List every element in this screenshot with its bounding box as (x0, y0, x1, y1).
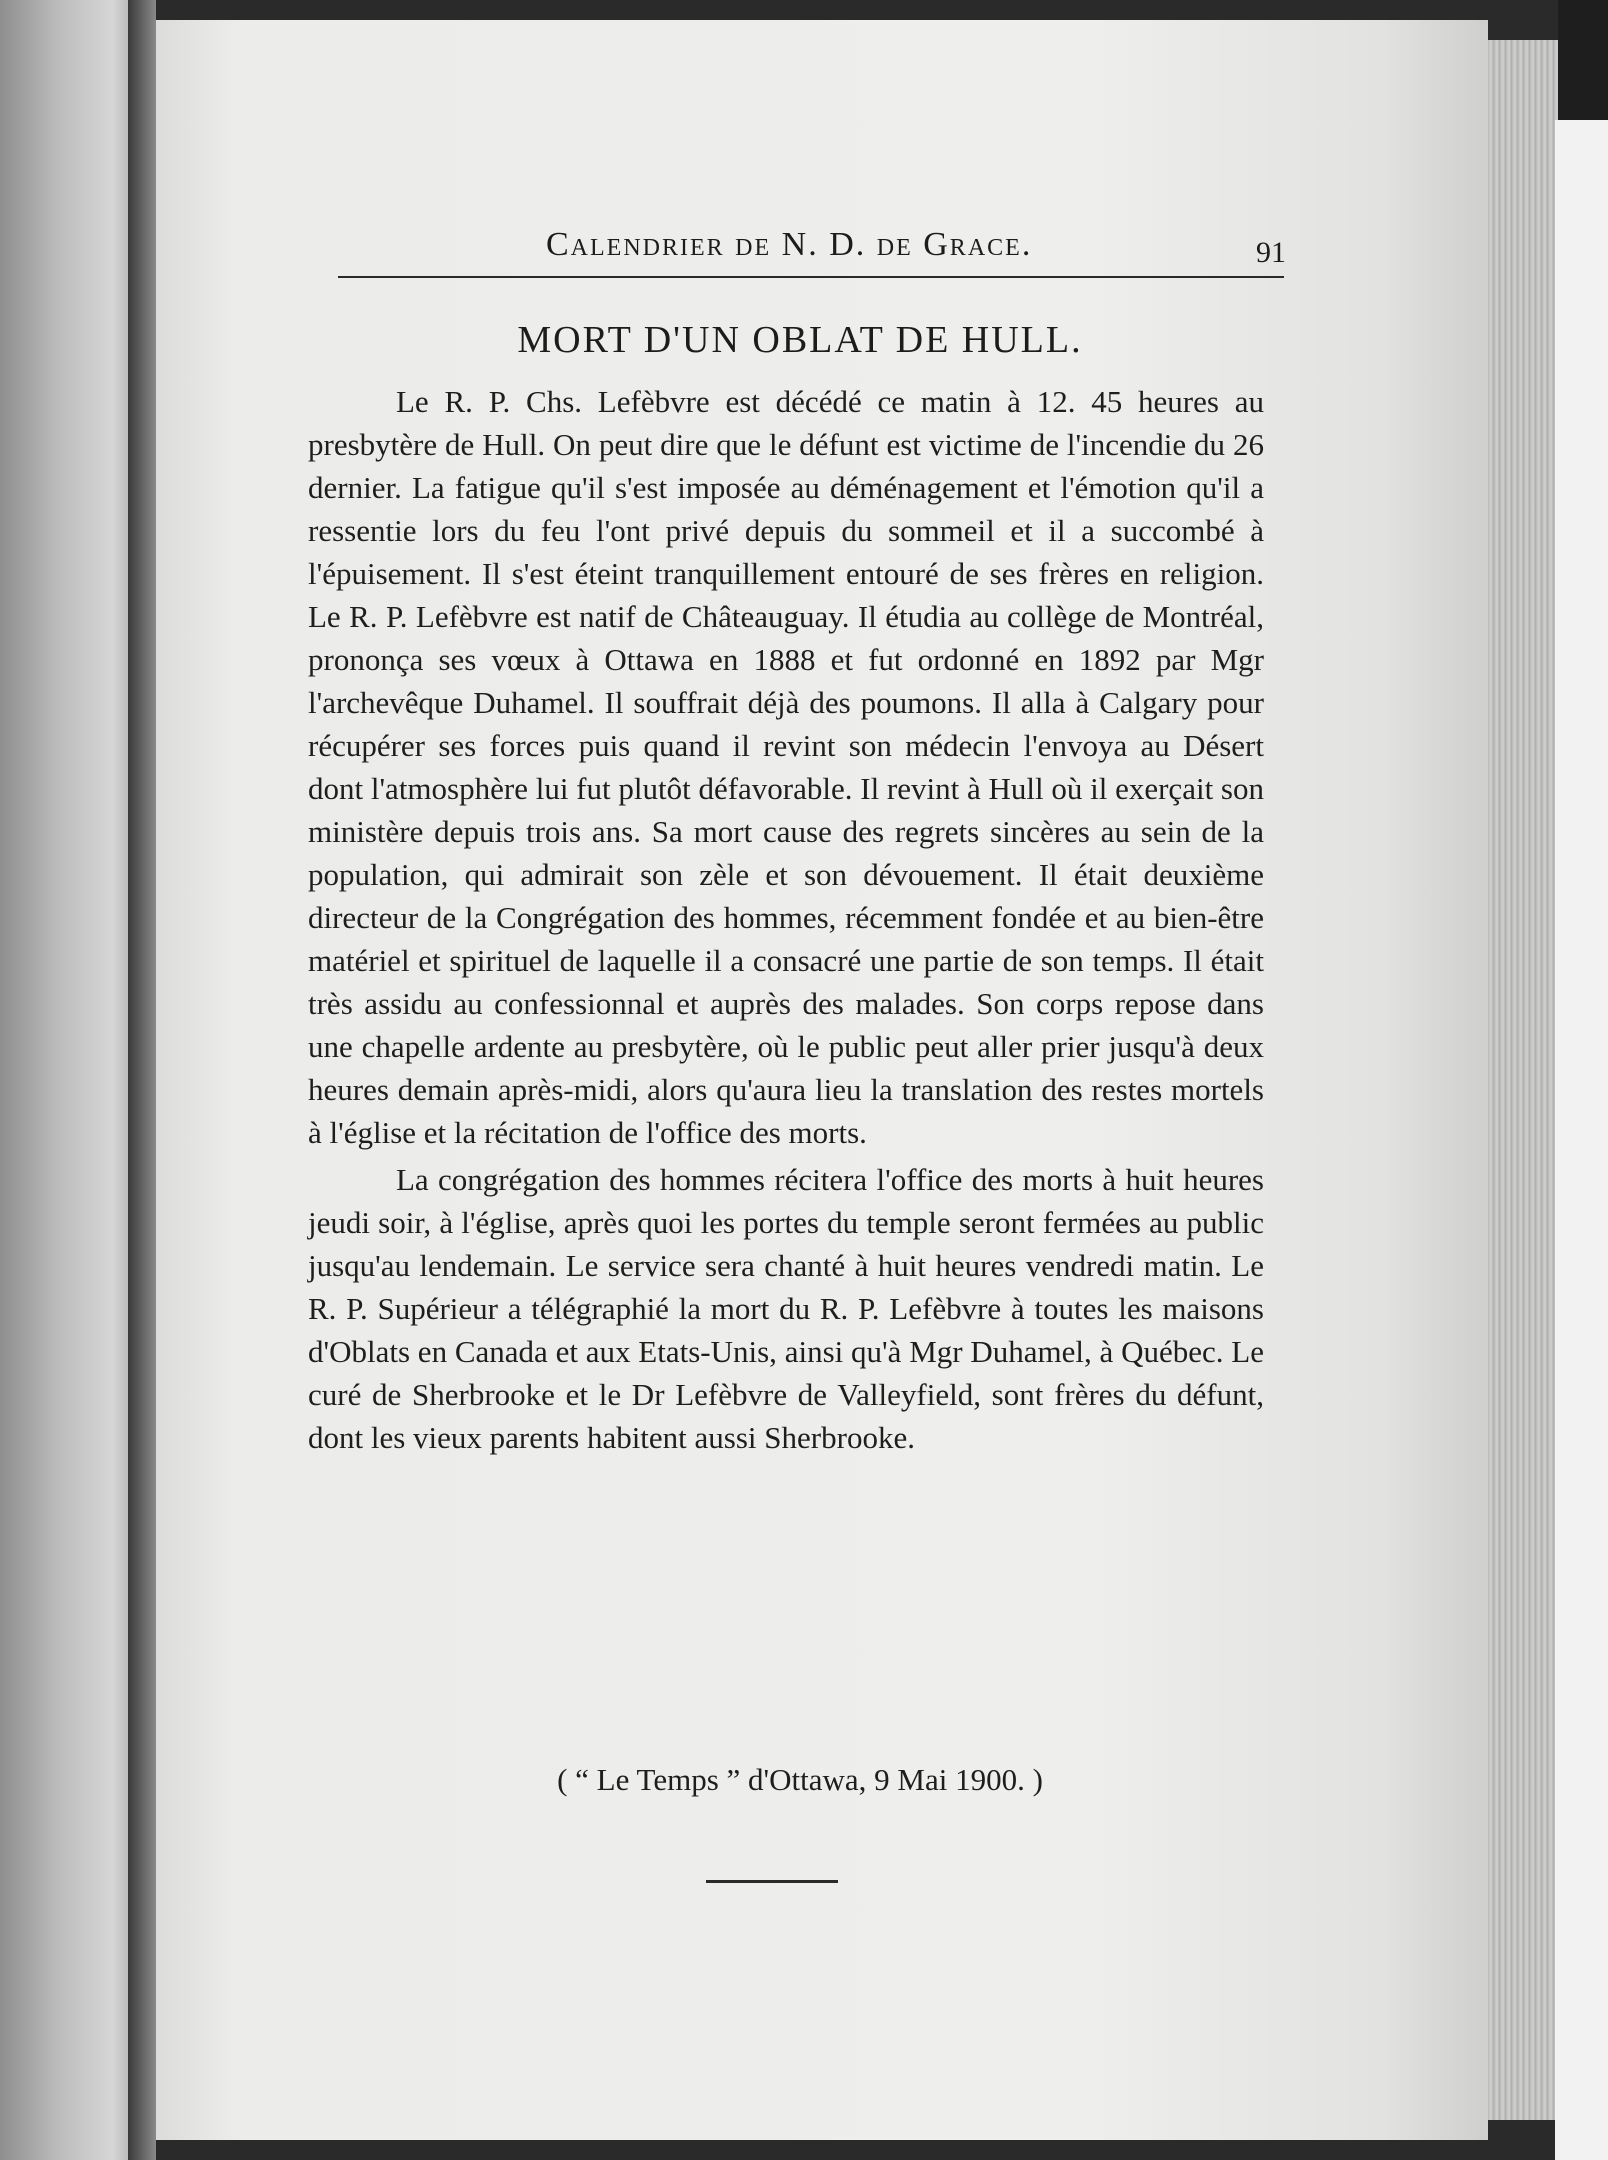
running-title: Calendrier de N. D. de Grace. (546, 226, 1033, 263)
book-gutter (128, 0, 156, 2160)
end-rule (706, 1880, 838, 1883)
header-rule (338, 276, 1284, 278)
paragraph-2: La congrégation des hommes récitera l'office des morts à huit heures jeudi soir, à l'église, après quoi les portes du temple seront fermées au public jusqu'au lendemain. Le service sera chanté à huit heures vendredi matin. Le R. P. Supérieur a télégraphié la mort du R. P. Lefèbvre à toutes les maisons d'Oblats en Canada et aux Etats-Unis, ainsi qu'à Mgr Duhamel, à Québec. Le curé de Sherbrooke et le Dr Lefèbvre de Valleyfield, sont frères du défunt, dont les vieux parents habitent aussi Sherbrooke. (308, 1162, 1264, 1455)
article-body (308, 380, 1264, 1459)
source-citation: ( “ Le Temps ” d'Ottawa, 9 Mai 1900. ) (557, 1762, 1043, 1797)
article-title: MORT D'UN OBLAT DE HULL. (517, 319, 1083, 361)
paragraph-1: Le R. P. Chs. Lefèbvre est décédé ce matin à 12. 45 heures au presbytère de Hull. On peut dire que le défunt est victime de l'incendie du 26 dernier. La fatigue qu'il s'est imposée au déménagement et l'émotion qu'il a ressentie lors du feu l'ont privé depuis du sommeil et il a succombé à l'épuisement. Il s'est éteint tranquillement entouré de ses frères en religion. Le R. P. Lefèbvre est natif de Châteauguay. Il étudia au collège de Montréal, prononça ses vœux à Ottawa en 1888 et fut ordonné en 1892 par Mgr l'archevêque Duhamel. Il souffrait déjà des poumons. Il alla à Calgary pour récupérer ses forces puis quand il revint son médecin l'envoya au Désert dont l'atmosphère lui fut plutôt défavorable. Il revint à Hull où il exerçait son ministère depuis trois ans. Sa mort cause des regrets sincères au sein de la population, qui admirait son zèle et son dévouement. Il était deuxième directeur de la Congrégation des hommes, récemment fondée et au bien-être matériel et spirituel de laquelle il a consacré une partie de son temps. Il était très assidu au confessionnal et auprès des malades. Son corps repose dans une chapelle ardente au presbytère, où le public peut aller prier jusqu'à deux heures demain après-midi, alors qu'aura lieu la translation des restes mortels à l'église et la récitation de l'office des morts. (308, 384, 1264, 1150)
running-header (340, 226, 1320, 276)
page-stack-edge (1488, 40, 1558, 2120)
page-edge-strip (1555, 120, 1608, 2160)
page-number: 91 (1256, 236, 1286, 269)
